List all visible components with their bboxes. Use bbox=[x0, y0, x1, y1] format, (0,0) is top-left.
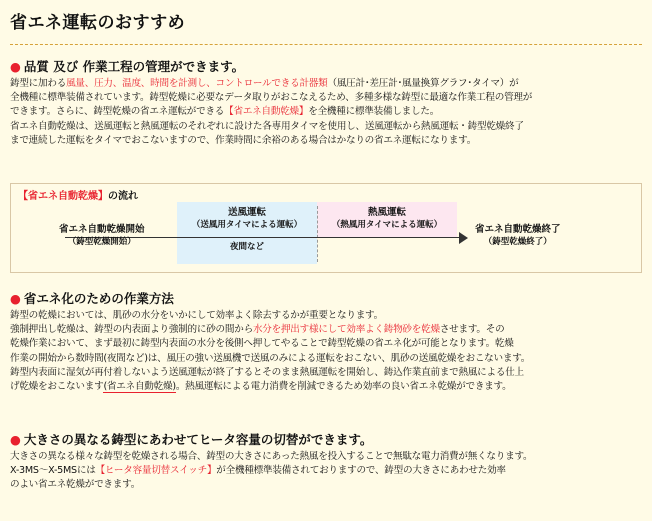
flow-title bbox=[18, 187, 138, 202]
section-body bbox=[10, 309, 642, 394]
step-sublabel: （熱風用タイマによる運転） bbox=[331, 220, 443, 230]
section-heater bbox=[10, 430, 642, 493]
text: 強制押出し乾燥は、鋳型の内表面より強制的に砂の間から bbox=[10, 324, 253, 336]
text: 鋳型の乾燥においては、肌砂の水分をいかにして効率よく除去するかが重要となります。 bbox=[10, 310, 383, 321]
text: まで連続した運転をタイマでおこないますので、作業時間に余裕のある場合はかなりの省エネ運転になります。 bbox=[10, 134, 477, 146]
step-label: 熱風運転 bbox=[367, 207, 406, 218]
arrow-right-icon bbox=[459, 232, 468, 244]
flow-title-text: の流れ bbox=[108, 191, 138, 202]
flow-diagram bbox=[10, 183, 642, 273]
page-title: 省エネ運転のおすすめ bbox=[10, 13, 186, 33]
section-method bbox=[10, 289, 642, 394]
section-body bbox=[10, 450, 642, 493]
section-heading bbox=[10, 430, 642, 448]
highlight-text: 水分を押出す様にして効率よく鋳物砂を乾燥 bbox=[252, 324, 440, 336]
text: のよい省エネ乾燥ができます。 bbox=[10, 479, 141, 491]
highlight-text: 【ヒータ容量切替スイッチ】 bbox=[95, 465, 217, 477]
section-heading bbox=[10, 289, 642, 307]
text: 大きさの異なる様々な鋳型を乾燥される場合、鋳型の大きさにあった熱風を投入することで無駄な電力消費が無くなります。 bbox=[10, 451, 533, 462]
step-note: 夜間など bbox=[229, 242, 264, 252]
flow-step-blow bbox=[177, 206, 317, 254]
step-label: 省エネ自動乾燥開始 bbox=[59, 224, 145, 235]
text: させます。その bbox=[439, 324, 505, 336]
step-label: 送風運転 bbox=[227, 207, 266, 218]
step-sublabel: （送風用タイマによる運転） bbox=[191, 220, 303, 230]
text: が全機種標準装備されておりますので、鋳型の大きさにあわせた効率 bbox=[216, 465, 506, 477]
step-label: 省エネ自動乾燥終了 bbox=[475, 224, 561, 235]
text: 省エネ自動乾燥は、送風運転と熱風運転のそれぞれに設けた各専用タイマを使用し、送風運転から熱風運転・鋳型乾燥終了 bbox=[10, 120, 524, 132]
text: X-3MS～X-5MSには bbox=[10, 465, 96, 477]
highlight-text: 風量、圧力、温度、時間を計測し、コントロールできる計器類 bbox=[66, 78, 328, 89]
text: 鋳型内表面に湿気が再付着しないよう送風運転が終了するとそのまま熱風運転を開始し、鋳込作業直前まで熱風による仕上 bbox=[10, 366, 524, 378]
section-quality bbox=[10, 57, 642, 148]
heading-text: 省エネ化のための作業方法 bbox=[23, 291, 174, 306]
title-divider bbox=[10, 44, 642, 45]
heading-text: 大きさの異なる鋳型にあわせてヒータ容量の切替ができます。 bbox=[23, 432, 373, 447]
text: 。熱風運転による電力消費を削減できるため効率の良い省エネ乾燥ができます。 bbox=[175, 381, 512, 393]
step-sublabel: （鋳型乾燥開始） bbox=[67, 237, 136, 247]
highlight-text: 【省エネ自動乾燥】 bbox=[224, 106, 309, 118]
text: （風圧計･差圧計･風量換算グラフ･タイマ）が bbox=[327, 78, 519, 89]
text: 鋳型に加わる bbox=[10, 78, 67, 89]
flow-step-start bbox=[59, 223, 145, 249]
bullet-icon: ● bbox=[10, 432, 21, 447]
text: を全機種に標準装備しました。 bbox=[308, 106, 440, 118]
bullet-icon: ● bbox=[10, 291, 21, 306]
flow-step-hot bbox=[317, 206, 457, 232]
bullet-icon: ● bbox=[10, 59, 21, 74]
underlined-text: (省エネ自動乾燥) bbox=[103, 381, 176, 393]
text: できます。さらに、鋳型乾燥の省エネ運転ができる bbox=[10, 106, 225, 118]
section-heading bbox=[10, 57, 642, 75]
heading-text: 品質 及び 作業工程の管理ができます。 bbox=[23, 59, 245, 74]
section-body bbox=[10, 77, 642, 148]
flow-title-highlight: 【省エネ自動乾燥】 bbox=[18, 191, 108, 202]
step-sublabel: （鋳型乾燥終了） bbox=[483, 237, 552, 247]
text: 全機種に標準装備されています。鋳型乾燥に必要なデータ取りがおこなえるため、多種多様な鋳型に最適な作業工程の管理が bbox=[10, 92, 533, 104]
flow-step-end bbox=[475, 223, 561, 249]
text: げ乾燥をおこないます bbox=[10, 381, 104, 393]
text: 乾燥作業において、まず最初に鋳型内表面の水分を後側へ押してやることで鋳型乾燥の省エネ化が可能となります。乾燥 bbox=[10, 338, 514, 350]
text: 作業の開始から数時間(夜間など)は、風圧の強い送風機で送風のみによる運転をおこない、肌砂の送風乾燥をおこないます。 bbox=[10, 352, 531, 364]
